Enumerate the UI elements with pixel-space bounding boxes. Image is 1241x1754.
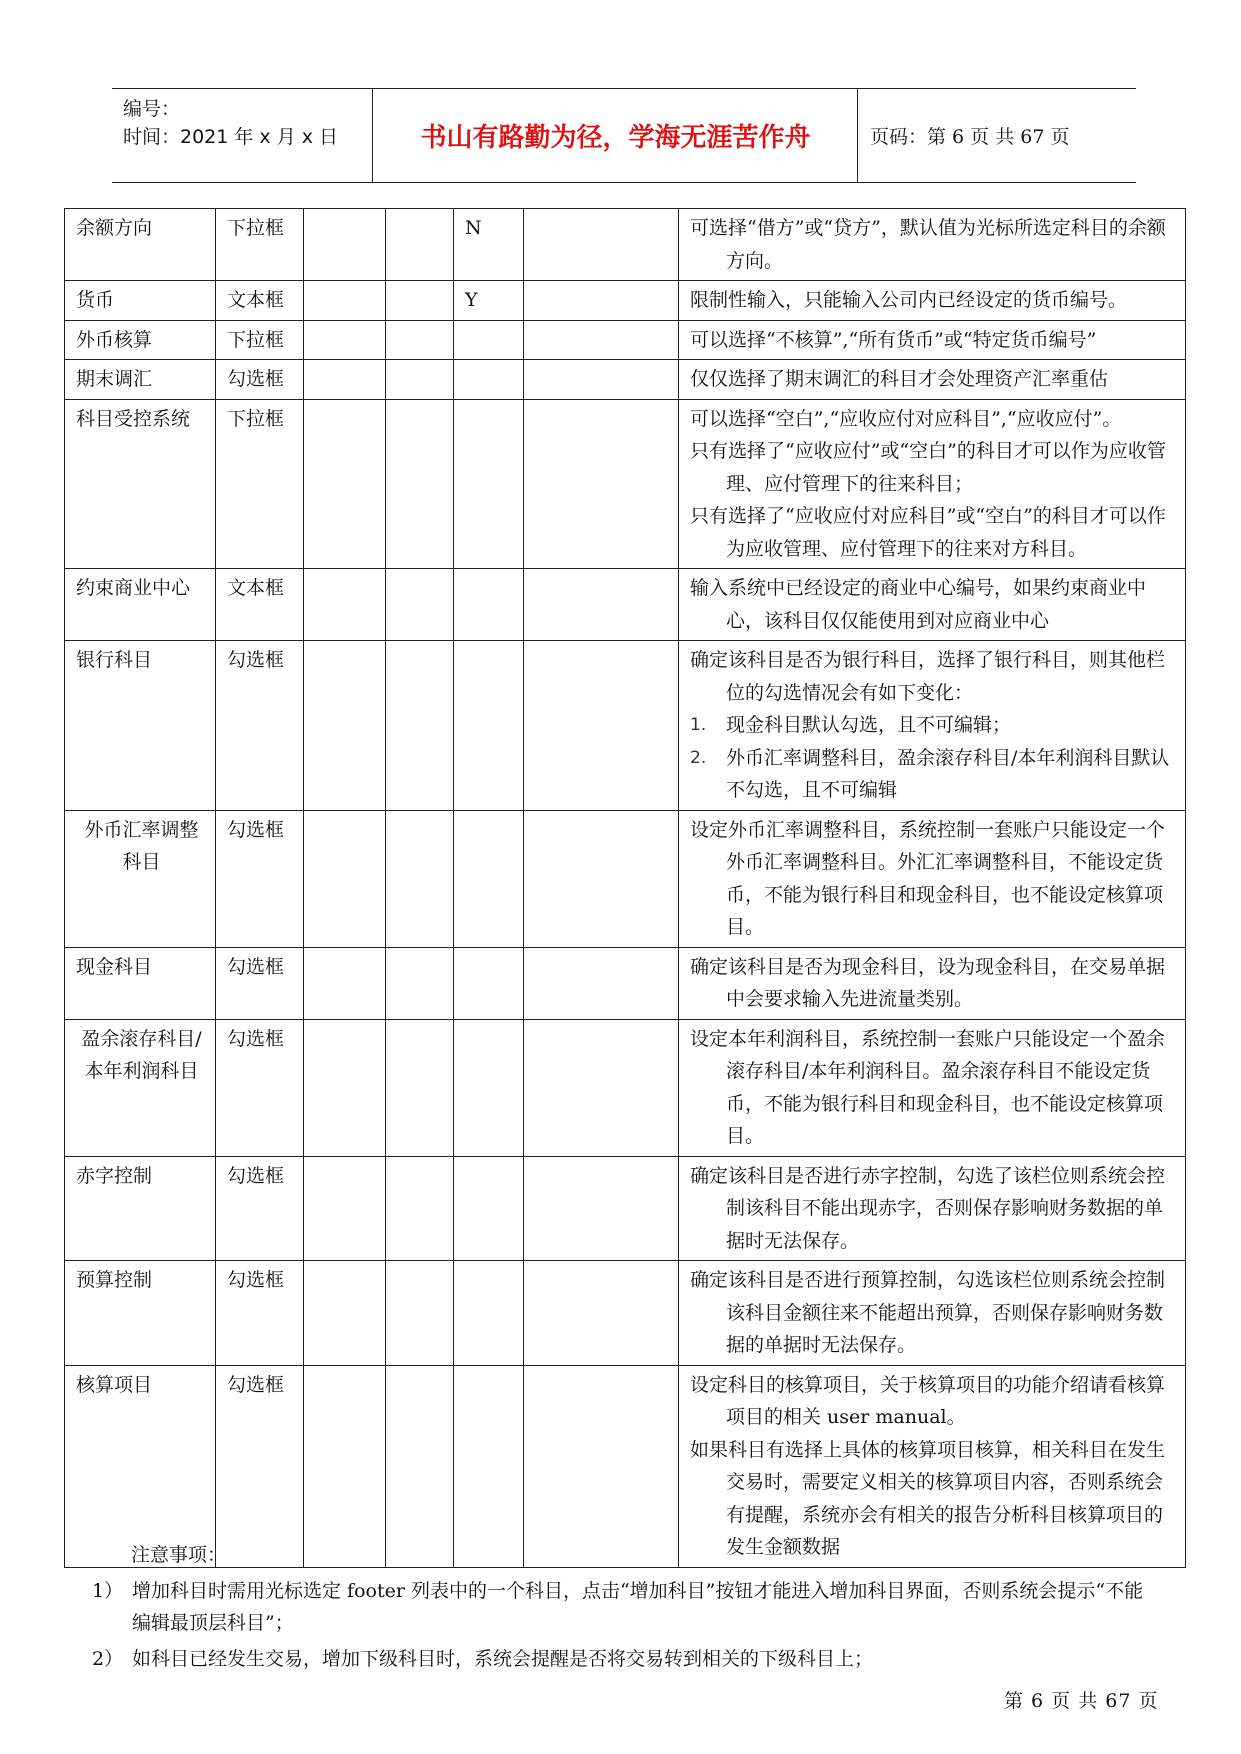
blank-cell	[386, 209, 454, 281]
description-cell	[679, 1156, 1186, 1261]
control-type-cell: 勾选框	[216, 1156, 304, 1261]
control-type-cell: 文本框	[216, 569, 304, 641]
field-name-cell: 预算控制	[65, 1261, 216, 1366]
control-type-cell: 下拉框	[216, 209, 304, 281]
note-item	[92, 1643, 1162, 1675]
table-row	[65, 281, 1186, 321]
blank-cell	[524, 810, 679, 947]
field-name-cell: 余额方向	[65, 209, 216, 281]
required-flag-cell	[454, 1156, 524, 1261]
field-name-cell: 约束商业中心	[65, 569, 216, 641]
blank-cell	[304, 399, 386, 569]
description-paragraph: 设定本年利润科目，系统控制一套账户只能设定一个盈余滚存科目/本年利润科目。盈余滚存科目不能设定货币，不能为银行科目和现金科目，也不能设定核算项目。	[690, 1027, 1166, 1147]
blank-cell	[304, 569, 386, 641]
table-row	[65, 810, 1186, 947]
blank-cell	[304, 209, 386, 281]
table-row	[65, 641, 1186, 811]
field-name-cell: 银行科目	[65, 641, 216, 811]
header-page-info: 页码：第 6 页 共 67 页	[870, 126, 1070, 148]
description-cell	[679, 947, 1186, 1019]
description-paragraph: 如果科目有选择上具体的核算项目核算，相关科目在发生交易时，需要定义相关的核算项目内容，否则系统会有提醒，系统亦会有相关的报告分析科目核算项目的发生金额数据	[690, 1438, 1166, 1558]
required-flag-cell	[454, 810, 524, 947]
blank-cell	[386, 569, 454, 641]
required-flag-cell	[454, 399, 524, 569]
table-row	[65, 1261, 1186, 1366]
blank-cell	[524, 569, 679, 641]
blank-cell	[304, 1019, 386, 1156]
note-item	[92, 1575, 1162, 1639]
control-type-cell: 勾选框	[216, 360, 304, 400]
blank-cell	[524, 1261, 679, 1366]
number-label: 编号：	[123, 98, 181, 120]
description-cell	[679, 320, 1186, 360]
description-cell	[679, 641, 1186, 811]
blank-cell	[304, 1156, 386, 1261]
note-text: 增加科目时需用光标选定 footer 列表中的一个科目，点击“增加科目”按钮才能进入增加科目界面，否则系统会提示“不能编辑最顶层科目”；	[132, 1580, 1144, 1634]
blank-cell	[386, 320, 454, 360]
blank-cell	[304, 641, 386, 811]
required-flag-cell	[454, 1365, 524, 1567]
list-number: 2.	[690, 747, 707, 768]
required-flag-cell: N	[454, 209, 524, 281]
blank-cell	[386, 947, 454, 1019]
page-footer: 第 6 页 共 67 页	[1004, 1690, 1159, 1712]
description-paragraph: 仅仅选择了期末调汇的科目才会处理资产汇率重估	[690, 368, 1109, 390]
table-row	[65, 1019, 1186, 1156]
blank-cell	[524, 281, 679, 321]
list-number: 1.	[690, 715, 707, 735]
description-paragraph: 确定该科目是否进行赤字控制，勾选了该栏位则系统会控制该科目不能出现赤字，否则保存影响财务数据的单据时无法保存。	[690, 1164, 1166, 1252]
field-name-cell: 期末调汇	[65, 360, 216, 400]
table-row	[65, 399, 1186, 569]
description-cell	[679, 569, 1186, 641]
control-type-cell: 勾选框	[216, 641, 304, 811]
notes-title: 注意事项：	[131, 1544, 227, 1566]
description-paragraph: 可以选择“不核算”,“所有货币”或“特定货币编号”	[690, 328, 1097, 351]
table-row	[65, 1156, 1186, 1261]
description-paragraph: 设定科目的核算项目，关于核算项目的功能介绍请看核算项目的相关 user manual。	[690, 1373, 1166, 1428]
list-text: 现金科目默认勾选，且不可编辑；	[726, 714, 1012, 736]
description-paragraph: 输入系统中已经设定的商业中心编号，如果约束商业中心，该科目仅仅能使用到对应商业中心	[690, 577, 1147, 632]
blank-cell	[524, 360, 679, 400]
required-flag-cell	[454, 1019, 524, 1156]
header-meta	[123, 95, 381, 151]
blank-cell	[386, 1365, 454, 1567]
field-name-cell: 赤字控制	[65, 1156, 216, 1261]
required-flag-cell	[454, 947, 524, 1019]
description-cell	[679, 1261, 1186, 1366]
control-type-cell: 勾选框	[216, 947, 304, 1019]
control-type-cell: 文本框	[216, 281, 304, 321]
blank-cell	[304, 810, 386, 947]
blank-cell	[524, 1365, 679, 1567]
control-type-cell: 勾选框	[216, 1365, 304, 1567]
description-paragraph: 确定该科目是否进行预算控制，勾选该栏位则系统会控制该科目金额往来不能超出预算，否则保存影响财务数据的单据时无法保存。	[690, 1269, 1166, 1356]
field-name-cell: 核算项目	[65, 1365, 216, 1567]
required-flag-cell: Y	[454, 281, 524, 321]
blank-cell	[386, 281, 454, 321]
description-paragraph: 只有选择了“应收应付对应科目”或“空白”的科目才可以作为应收管理、应付管理下的往来对方科目。	[690, 505, 1166, 560]
control-type-cell: 下拉框	[216, 399, 304, 569]
blank-cell	[304, 947, 386, 1019]
required-flag-cell	[454, 320, 524, 360]
description-cell	[679, 281, 1186, 321]
field-name-cell: 外币汇率调整科目	[65, 810, 216, 947]
field-name-cell: 外币核算	[65, 320, 216, 360]
note-text: 如科目已经发生交易，增加下级科目时，系统会提醒是否将交易转到相关的下级科目上；	[132, 1648, 874, 1670]
blank-cell	[386, 641, 454, 811]
blank-cell	[304, 320, 386, 360]
table-row	[65, 569, 1186, 641]
blank-cell	[524, 641, 679, 811]
blank-cell	[304, 281, 386, 321]
time-label: 时间：2021 年 x 月 x 日	[123, 126, 339, 148]
header-divider	[857, 89, 858, 182]
description-paragraph: 可选择“借方”或“贷方”，默认值为光标所选定科目的余额方向。	[690, 217, 1166, 272]
field-name-cell: 货币	[65, 281, 216, 321]
control-type-cell: 勾选框	[216, 810, 304, 947]
description-list-item	[690, 742, 1177, 807]
required-flag-cell	[454, 569, 524, 641]
blank-cell	[386, 810, 454, 947]
control-type-cell: 下拉框	[216, 320, 304, 360]
field-table-body	[65, 209, 1186, 1568]
description-paragraph: 确定该科目是否为现金科目，设为现金科目，在交易单据中会要求输入先进流量类别。	[690, 955, 1166, 1010]
description-list-item	[690, 709, 1177, 742]
blank-cell	[524, 209, 679, 281]
description-paragraph: 只有选择了“应收应付”或“空白”的科目才可以作为应收管理、应付管理下的往来科目；	[690, 440, 1166, 495]
description-cell	[679, 360, 1186, 400]
blank-cell	[386, 1261, 454, 1366]
field-name-cell: 现金科目	[65, 947, 216, 1019]
blank-cell	[386, 360, 454, 400]
page-header	[112, 88, 1136, 183]
table-row	[65, 1365, 1186, 1567]
table-row	[65, 209, 1186, 281]
header-motto: 书山有路勤为径，学海无涯苦作舟	[420, 123, 811, 153]
description-cell	[679, 209, 1186, 281]
note-number: 1）	[92, 1580, 124, 1602]
description-paragraph: 确定该科目是否为银行科目，选择了银行科目，则其他栏位的勾选情况会有如下变化：	[690, 649, 1166, 704]
blank-cell	[386, 399, 454, 569]
blank-cell	[524, 320, 679, 360]
blank-cell	[304, 360, 386, 400]
description-cell	[679, 1019, 1186, 1156]
blank-cell	[524, 399, 679, 569]
description-paragraph: 可以选择“空白”,“应收应付对应科目”,“应收应付”。	[690, 407, 1122, 430]
blank-cell	[524, 1156, 679, 1261]
description-paragraph: 设定外币汇率调整科目，系统控制一套账户只能设定一个外币汇率调整科目。外汇汇率调整科目，不能设定货币，不能为银行科目和现金科目，也不能设定核算项目。	[690, 818, 1166, 938]
list-text: 外币汇率调整科目，盈余滚存科目/本年利润科目默认不勾选，且不可编辑	[726, 746, 1170, 801]
description-paragraph: 限制性输入，只能输入公司内已经设定的货币编号。	[690, 289, 1128, 311]
control-type-cell: 勾选框	[216, 1019, 304, 1156]
description-cell	[679, 399, 1186, 569]
control-type-cell: 勾选框	[216, 1261, 304, 1366]
blank-cell	[524, 947, 679, 1019]
required-flag-cell	[454, 360, 524, 400]
field-table	[64, 208, 1186, 1568]
blank-cell	[386, 1156, 454, 1261]
required-flag-cell	[454, 1261, 524, 1366]
required-flag-cell	[454, 641, 524, 811]
header-divider	[372, 89, 373, 182]
blank-cell	[386, 1019, 454, 1156]
blank-cell	[304, 1261, 386, 1366]
description-cell	[679, 1365, 1186, 1567]
field-name-cell: 盈余滚存科目/本年利润科目	[65, 1019, 216, 1156]
description-cell	[679, 810, 1186, 947]
table-row	[65, 947, 1186, 1019]
blank-cell	[304, 1365, 386, 1567]
table-row	[65, 360, 1186, 400]
field-name-cell: 科目受控系统	[65, 399, 216, 569]
note-number: 2）	[92, 1648, 124, 1670]
blank-cell	[524, 1019, 679, 1156]
table-row	[65, 320, 1186, 360]
